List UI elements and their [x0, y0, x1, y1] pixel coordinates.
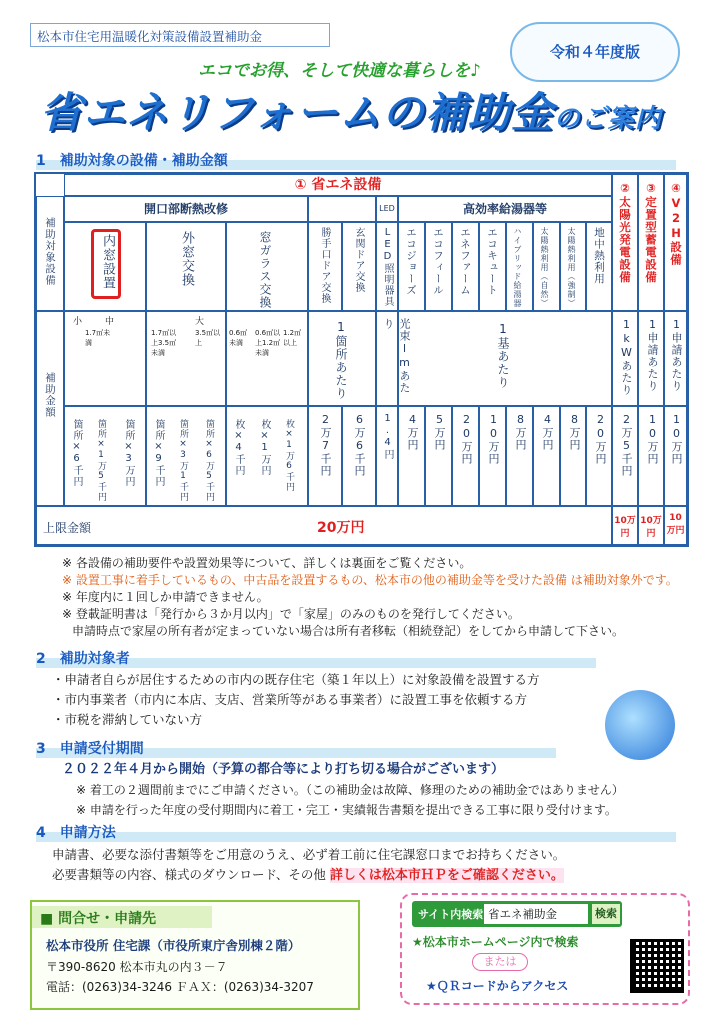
amount-water-5: 8万円 [506, 406, 533, 506]
amount-solar: 2万5千円 [612, 406, 638, 506]
col-led: LED [376, 196, 398, 222]
section-1-heading [36, 150, 228, 170]
amount-water-1: 4万円 [398, 406, 425, 506]
amount-genkan: 6万6千円 [342, 406, 376, 506]
limit-storage: 10万円 [638, 506, 664, 545]
period-note-1: ※ 着工の２週間前までにご申請ください。（この補助金は故障、修理のための補助金ではありません） [76, 783, 624, 797]
amount-storage: 10万円 [638, 406, 664, 506]
subsidy-table [34, 172, 689, 547]
per-place: 1箇所あたり [308, 311, 376, 406]
tagline: エコでお得、そして快適な暮らしを♪ [198, 61, 481, 81]
limit-solar: 10万円 [612, 506, 638, 545]
section-3-body [62, 760, 624, 820]
section-number: 4 [36, 825, 46, 841]
item-genkan: 玄関ドア交換 [342, 222, 376, 311]
row-label-amount: 補助金額 [36, 311, 64, 506]
note-4: ※ 登載証明書は「発行から３か月以内」で「家屋」のみのものを発行してください。 [62, 607, 520, 621]
amount-katte: 2万7千円 [308, 406, 342, 506]
site-search-input[interactable]: 省エネ補助金 [484, 904, 588, 924]
per-lumen: 光束lmあたり [376, 311, 398, 406]
amount-water-2: 5万円 [425, 406, 452, 506]
item-water-1: エコジョーズ [398, 222, 425, 311]
item-outer-window: 外窓交換 [146, 222, 226, 311]
per-application-storage: 1申請あたり [638, 311, 664, 406]
amount-v2h: 10万円 [664, 406, 687, 506]
section-4-body [52, 845, 565, 886]
section-title: 補助対象者 [59, 651, 130, 667]
item-water-7: 太陽熱利用（強制） [560, 222, 586, 311]
search-button[interactable]: 検索 [592, 904, 620, 924]
contact-org: 松本市役所 住宅課（市役所東庁舎別棟２階） [46, 938, 301, 953]
section-number: 1 [36, 153, 46, 169]
per-kw: 1kWあたり [612, 311, 638, 406]
glass-sizes: 0.6㎡未満 0.6㎡以上1.2㎡未満 1.2㎡以上 [226, 311, 308, 406]
amount-water-6: 4万円 [533, 406, 560, 506]
section-title: 補助対象の設備・補助金額 [59, 153, 228, 169]
amount-water-3: 20万円 [452, 406, 479, 506]
section-title: 申請方法 [59, 825, 116, 841]
note-3: ※ 年度内に１回しか申請できません。 [62, 590, 269, 604]
period-start: ２０２２年４月から開始（予算の都合等により打ち切る場合がございます） [62, 762, 505, 777]
col-opening: 開口部断熱改修 [64, 196, 308, 222]
period-note-2: ※ 申請を行った年度の受付期間内に着工・完工・実績報告書類を提出できる工事に限り受付けます。 [76, 803, 617, 817]
section-title: 申請受付期間 [59, 741, 144, 757]
section-2-body [52, 670, 540, 730]
or-badge: または [472, 953, 528, 971]
item-water-8: 地中熱利用 [586, 222, 612, 311]
section-4-heading [36, 822, 116, 842]
eligibility-3: ・市税を滞納していない方 [52, 712, 203, 727]
amount-outer: 箇所×9千円 箇所×3万1千円 箇所×6万5千円 [146, 406, 226, 506]
col-v2h: ④V2H設備 [664, 174, 687, 311]
col-water: 高効率給湯器等 [398, 196, 612, 222]
item-glass: 窓ガラス交換 [226, 222, 308, 311]
hp-search-text: ★松本市ホームページ内で検索 [412, 935, 579, 949]
contact-title: ■ 問合せ・申請先 [32, 906, 212, 928]
amount-water-4: 10万円 [479, 406, 506, 506]
earth-mascot-icon [605, 690, 675, 760]
apply-line-2: 必要書類等の内容、様式のダウンロード、その他 詳しくは松本市ＨＰをご確認ください。 [52, 867, 564, 883]
qr-access-text: ★ＱＲコードからアクセス [426, 979, 569, 993]
item-water-6: 太陽熱利用（自然） [533, 222, 560, 311]
site-search-bar: サイト内検索 省エネ補助金 検索 [412, 901, 622, 927]
web-access-box [400, 893, 690, 1005]
qr-code-icon[interactable] [630, 939, 684, 993]
limit-v2h: 10万円 [664, 506, 687, 545]
note-5: 申請時点で家屋の所有者が定まっていない場合は所有者移転（相続登記）をしてから申請して下さい。 [72, 624, 625, 638]
program-name: 松本市住宅用温暖化対策設備設置補助金 [30, 23, 330, 47]
row-label-target: 補助対象設備 [36, 196, 64, 311]
section-3-heading [36, 738, 144, 758]
item-inner-window: 内窓設置 [64, 222, 146, 311]
item-water-2: エコフィール [425, 222, 452, 311]
amount-water-8: 20万円 [586, 406, 612, 506]
group-header: ① 省エネ設備 [64, 174, 612, 196]
note-2: ※ 設置工事に着手しているもの、中古品を設置するもの、松本市の他の補助金等を受けた設備 は補助対象外です。 [62, 573, 678, 587]
per-application-v2h: 1申請あたり [664, 311, 687, 406]
per-unit: 1基あたり [398, 311, 612, 406]
section-number: 3 [36, 741, 46, 757]
col-storage: ③定置型蓄電設備 [638, 174, 664, 311]
apply-line-1: 申請書、必要な添付書類等をご用意のうえ、必ず着工前に住宅課窓口までお持ちください。 [52, 847, 566, 862]
notes [62, 555, 682, 640]
amount-glass: 枚×4千円 枚×1万円 枚×1万6千円 [226, 406, 308, 506]
amount-led: 1.4円 [376, 406, 398, 506]
contact-address: 〒390-8620 松本市丸の内３－７ [46, 960, 228, 974]
amount-water-7: 8万円 [560, 406, 586, 506]
col-solar: ②太陽光発電設備 [612, 174, 638, 311]
section-number: 2 [36, 651, 46, 667]
contact-phone: 電話：(0263)34-3246 ＦＡＸ：(0263)34-3207 [46, 980, 314, 994]
limit-row: 上限金額 20万円 [36, 506, 612, 545]
item-water-4: エコキュート [479, 222, 506, 311]
note-1: ※ 各設備の補助要件や設置効果等について、詳しくは裏面をご覧ください。 [62, 556, 472, 570]
page-title [40, 80, 662, 140]
edition-badge: 令和４年度版 [510, 22, 680, 82]
item-led: LED照明器具 [376, 222, 398, 311]
section-2-heading [36, 648, 130, 668]
item-katte: 勝手口ドア交換 [308, 222, 342, 311]
item-water-5: ハイブリッド給湯器 [506, 222, 533, 311]
outer-sizes: 1.7㎡以上3.5㎡未満 大 3.5㎡以上 [146, 311, 226, 406]
amount-inner: 箇所×6千円 箇所×1万5千円 箇所×3万円 [64, 406, 146, 506]
item-water-3: エネファーム [452, 222, 479, 311]
col-blank [308, 196, 376, 222]
eligibility-2: ・市内事業者（市内に本店、支店、営業所等がある事業者）に設置工事を依頼する方 [52, 692, 528, 707]
title-suffix: のご案内 [553, 104, 662, 134]
inner-sizes: 小 中 1.7㎡未満 [64, 311, 146, 406]
eligibility-1: ・申請者自らが居住するための市内の既存住宅（築１年以上）に対象設備を設置する方 [52, 672, 540, 687]
title-main: 省エネリフォームの補助金 [40, 88, 554, 137]
contact-box [30, 900, 360, 1010]
